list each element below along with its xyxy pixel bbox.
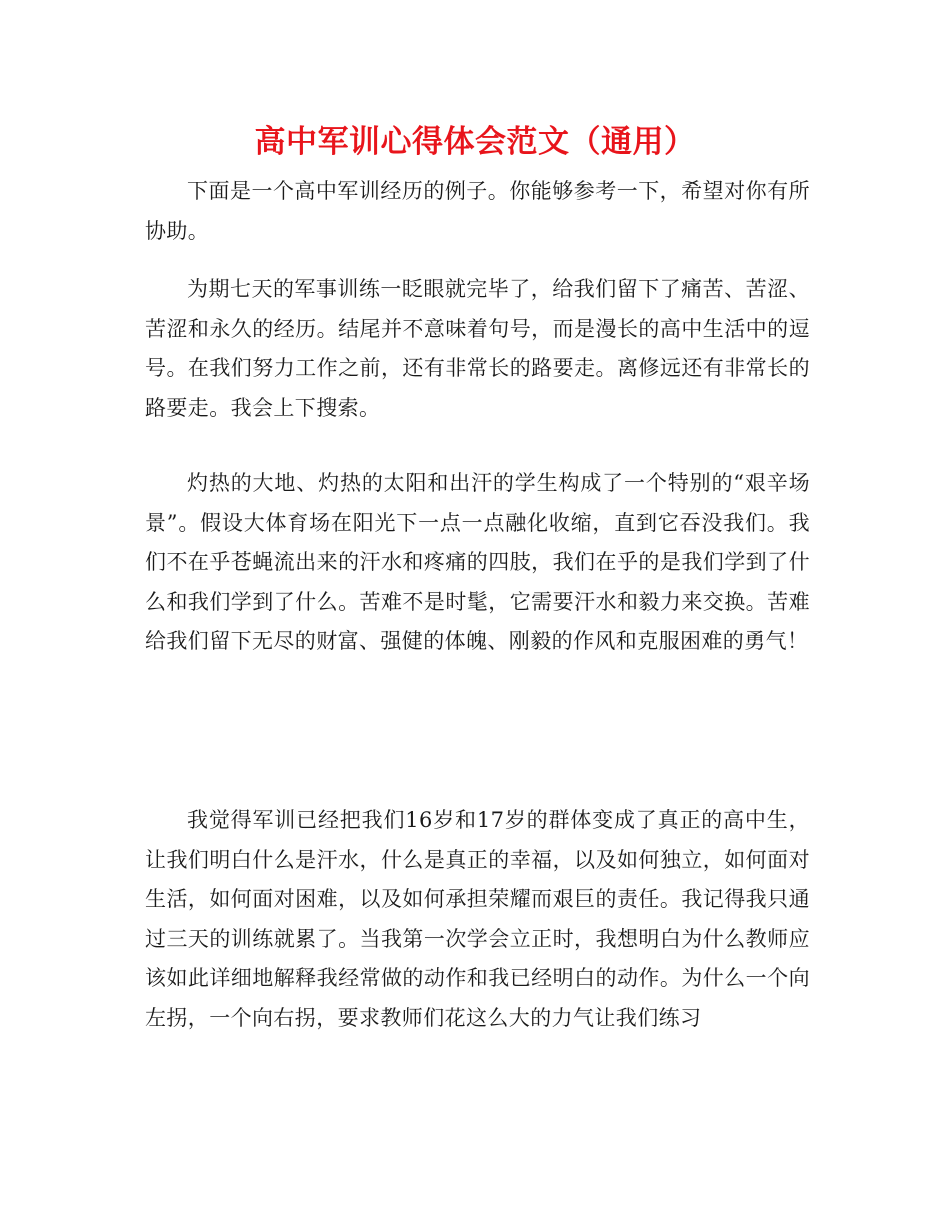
paragraph-intro: 下面是一个高中军训经历的例子。你能够参考一下，希望对你有所协助。 [145,179,810,243]
paragraph-training-end: 为期七天的军事训练一眨眼就完毕了，给我们留下了痛苦、苦涩、苦涩和永久的经历。结尾并不意味着句号，而是漫长的高中生活中的逗号。在我们努力工作之前，还有非常长的路要走。离修远还有非常长的路要走。我会上下搜索。 [145,277,810,420]
document-title: 高中军训心得体会范文（通用） [254,124,696,160]
paragraph-reflection: 我觉得军训已经把我们16岁和17岁的群体变成了真正的高中生，让我们明白什么是汗水，什么是真正的幸福，以及如何独立，如何面对生活，如何面对困难，以及如何承担荣耀而艰巨的责任。我记得我只通过三天的训练就累了。当我第一次学会立正时，我想明白为什么教师应该如此详细地解释我经常做的动作和我已经明白的动作。为什么一个向左拐，一个向右拐，要求教师们花这么大的力气让我们练习 [145,808,810,1030]
paragraph-hardship-scene: 灼热的大地、灼热的太阳和出汗的学生构成了一个特别的“艰辛场景”。假设大体育场在阳光下一点一点融化收缩，直到它吞没我们。我们不在乎苍蝇流出来的汗水和疼痛的四肢，我们在乎的是我们学到了什么和我们学到了什么。苦难不是时髦，它需要汗水和毅力来交换。苦难给我们留下无尽的财富、强健的体魄、刚毅的作风和克服困难的勇气！ [145,471,810,653]
